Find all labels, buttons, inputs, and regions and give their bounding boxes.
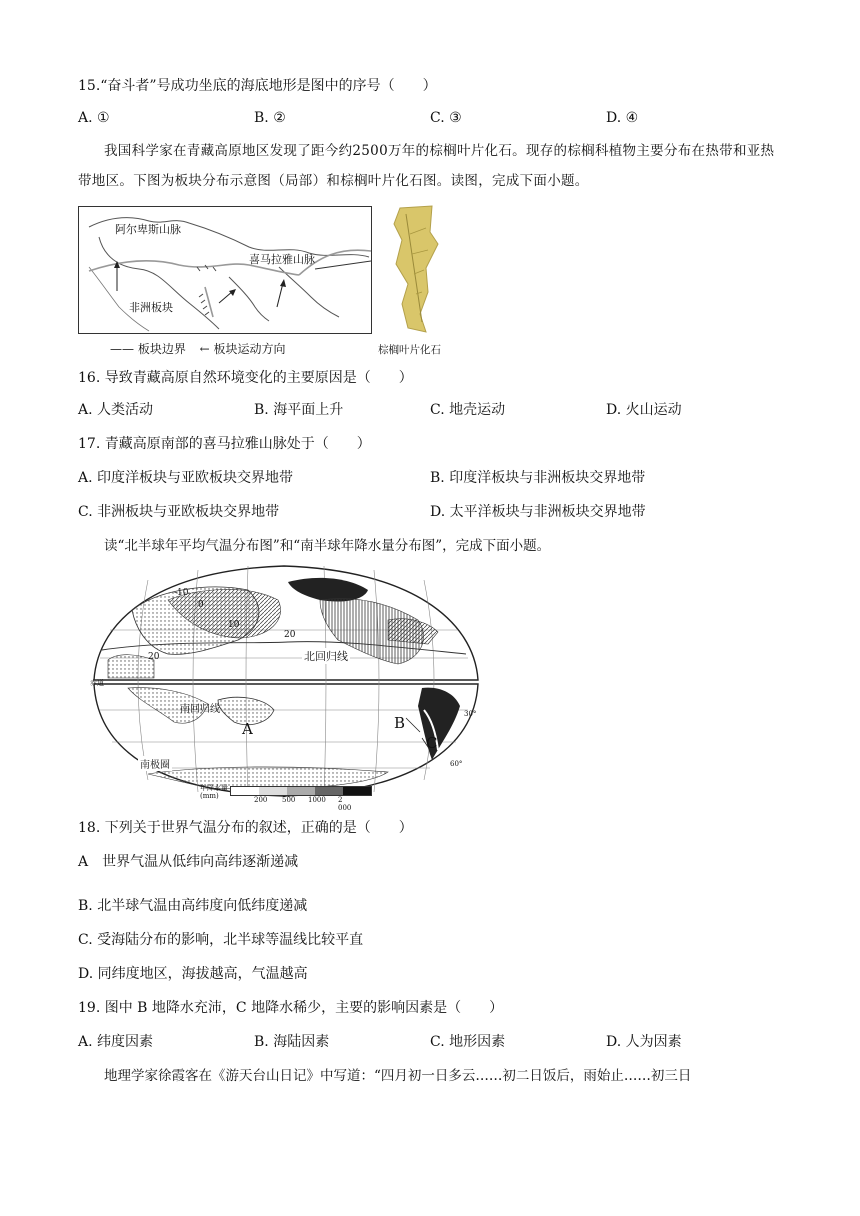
q16-stem: 16. 导致青藏高原自然环境变化的主要原因是（ ）: [78, 370, 413, 386]
legend-title: 年降水量 (mm): [200, 784, 228, 800]
q19-option-a[interactable]: A. 纬度因素: [78, 1034, 154, 1050]
legend-motion: ← 板块运动方向: [199, 342, 286, 356]
q16-option-a[interactable]: A. 人类活动: [78, 402, 154, 418]
isotherm-label: -10: [174, 588, 189, 598]
q15-option-a[interactable]: A. ①: [78, 110, 110, 126]
latitude-30-label: 30°: [464, 710, 477, 718]
world-climate-map: [88, 560, 480, 800]
q18-option-b[interactable]: B. 北半球气温由高纬度向低纬度递减: [78, 898, 308, 914]
q18-option-d[interactable]: D. 同纬度地区，海拔越高，气温越高: [78, 966, 308, 982]
q17-option-c[interactable]: C. 非洲板块与亚欧板块交界地带: [78, 504, 280, 520]
q15-stem: 15.“奋斗者”号成功坐底的海底地形是图中的序号（ ）: [78, 78, 437, 94]
antarctic-circle-label: 南极圈: [138, 756, 172, 771]
legend-value: 1000: [308, 796, 326, 804]
fossil-caption: 棕榈叶片化石: [378, 344, 441, 356]
equator-label: 赤道: [90, 679, 104, 687]
q19-option-d[interactable]: D. 人为因素: [606, 1034, 682, 1050]
q17-option-a[interactable]: A. 印度洋板块与亚欧板块交界地带: [78, 470, 294, 486]
q18-option-a[interactable]: A 世界气温从低纬向高纬逐渐递减: [78, 854, 299, 870]
point-a-label: A: [242, 720, 253, 738]
point-b-label: B: [394, 714, 406, 732]
q17-option-d[interactable]: D. 太平洋板块与非洲板块交界地带: [430, 504, 646, 520]
point-c-label: C: [426, 734, 438, 752]
isotherm-label: 0: [198, 600, 204, 610]
plate-map-figure: [78, 206, 372, 334]
intro-paragraph-1: 我国科学家在青藏高原地区发现了距今约2500万年的棕榈叶片化石。现存的棕榈科植物主要分布在热带和亚热带地区。下图为板块分布示意图（局部）和棕榈叶片化石图。读图，完成下面小题。: [78, 143, 775, 189]
q16-option-c[interactable]: C. 地壳运动: [430, 402, 506, 418]
q19-option-c[interactable]: C. 地形因素: [430, 1034, 506, 1050]
legend-boundary: —— 板块边界: [110, 342, 186, 356]
legend-scale-bar: [230, 786, 372, 796]
legend-value: 500: [282, 796, 296, 804]
q18-stem: 18. 下列关于世界气温分布的叙述，正确的是（ ）: [78, 820, 413, 836]
isotherm-label: 20: [148, 652, 160, 662]
intro-paragraph-2: 读“北半球年平均气温分布图”和“南半球年降水量分布图”，完成下面小题。: [104, 538, 551, 554]
q17-stem: 17. 青藏高原南部的喜马拉雅山脉处于（ ）: [78, 436, 371, 452]
tropic-of-capricorn-label: 南回归线: [180, 704, 220, 715]
latitude-60-label: 60°: [450, 760, 463, 768]
intro-paragraph-3: 地理学家徐霞客在《游天台山日记》中写道：“四月初一日多云……初二日饭后，雨始止……初三日: [104, 1068, 692, 1084]
african-plate-label: 非洲板块: [129, 301, 173, 314]
q15-option-c[interactable]: C. ③: [430, 110, 462, 126]
isotherm-label: 20: [284, 630, 296, 640]
q16-option-b[interactable]: B. 海平面上升: [254, 402, 344, 418]
alps-label: 阿尔卑斯山脉: [115, 223, 181, 236]
q16-option-d[interactable]: D. 火山运动: [606, 402, 682, 418]
legend-value: 2 000: [338, 796, 352, 812]
q19-option-b[interactable]: B. 海陆因素: [254, 1034, 330, 1050]
tropic-of-cancer-label: 北回归线: [304, 650, 348, 663]
himalaya-label: 喜马拉雅山脉: [249, 253, 315, 266]
plate-map-legend: [110, 340, 286, 357]
q15-option-b[interactable]: B. ②: [254, 110, 286, 126]
q15-option-d[interactable]: D. ④: [606, 110, 639, 126]
legend-value: 200: [254, 796, 268, 804]
q19-stem: 19. 图中 B 地降水充沛，C 地降水稀少，主要的影响因素是（ ）: [78, 1000, 504, 1016]
isotherm-label: 10: [228, 620, 240, 630]
q18-option-c[interactable]: C. 受海陆分布的影响，北半球等温线比较平直: [78, 932, 364, 948]
palm-leaf-fossil-image: [386, 204, 440, 334]
q17-option-b[interactable]: B. 印度洋板块与非洲板块交界地带: [430, 470, 646, 486]
